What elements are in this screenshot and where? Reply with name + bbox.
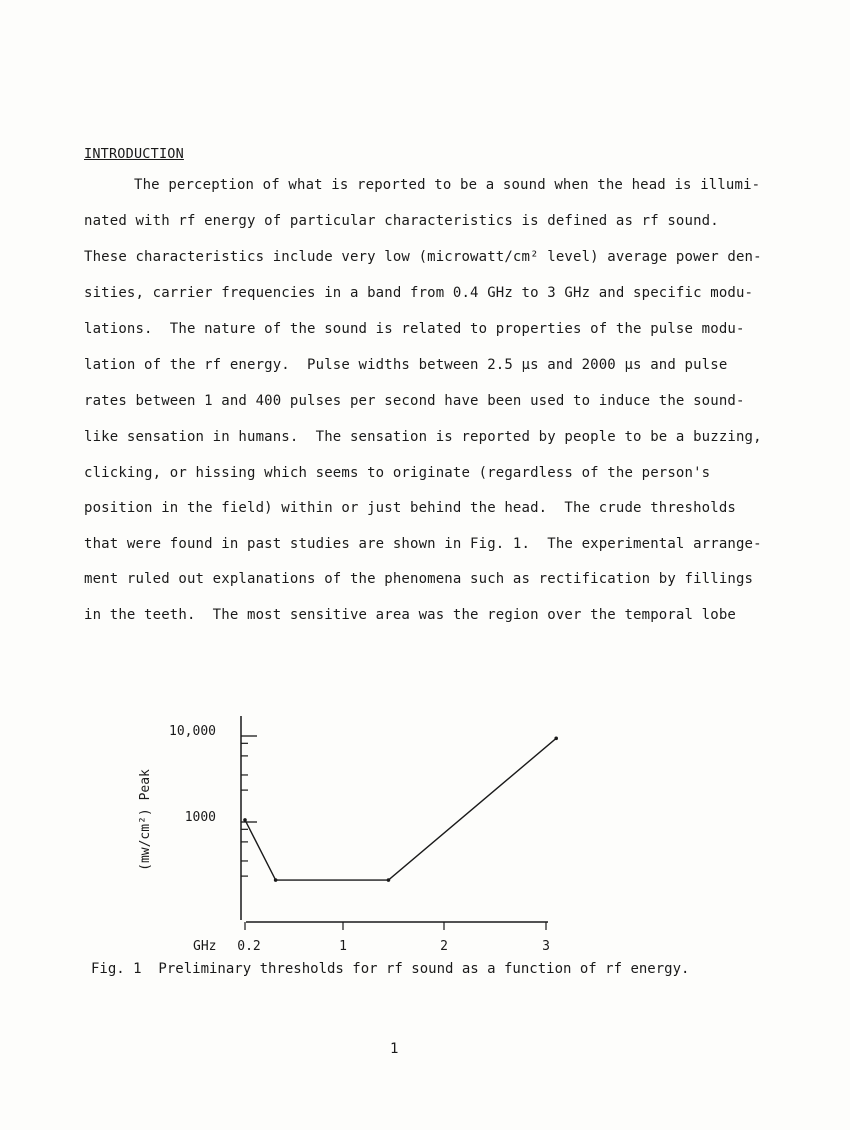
paragraph-line: clicking, or hissing which seems to originate (regardless of the person's	[84, 465, 711, 481]
x-tick-label: 2	[440, 939, 448, 954]
data-point	[243, 818, 247, 822]
x-axis-label: GHz	[193, 939, 217, 954]
paragraph-line: The perception of what is reported to be a sound when the head is illumi-	[134, 177, 761, 193]
section-heading: INTRODUCTION	[84, 146, 184, 162]
figure-caption: Fig. 1 Preliminary thresholds for rf sound as a function of rf energy.	[91, 961, 690, 977]
y-tick-label: 10,000	[169, 724, 216, 739]
x-axis-ticks	[237, 922, 550, 954]
paragraph-line: rates between 1 and 400 pulses per second have been used to induce the sound-	[84, 393, 745, 409]
paragraph-line: in the teeth. The most sensitive area was the region over the temporal lobe	[84, 607, 736, 623]
paragraph-line: ment ruled out explanations of the phenomena such as rectification by fillings	[84, 571, 754, 587]
paragraph-line: position in the field) within or just behind the head. The crude thresholds	[84, 500, 736, 516]
page-number: 1	[390, 1041, 399, 1057]
y-axis-label: (mw/cm²) Peak	[138, 769, 153, 871]
x-tick-label: 0.2	[237, 939, 261, 954]
data-point	[387, 878, 391, 882]
paragraph-line: nated with rf energy of particular characteristics is defined as rf sound.	[84, 213, 719, 229]
threshold-series-points	[243, 737, 558, 882]
x-tick-label: 1	[339, 939, 347, 954]
data-point	[554, 737, 558, 741]
data-point	[274, 878, 278, 882]
paragraph-line: lations. The nature of the sound is related to properties of the pulse modu-	[84, 321, 745, 337]
paragraph-line: like sensation in humans. The sensation is reported by people to be a buzzing,	[84, 429, 762, 445]
y-tick-label: 1000	[184, 810, 216, 825]
threshold-series-line	[245, 738, 556, 880]
y-axis-minor-ticks	[241, 743, 248, 876]
paragraph-line: lation of the rf energy. Pulse widths between 2.5 µs and 2000 µs and pulse	[84, 357, 728, 373]
paragraph-line: that were found in past studies are shown in Fig. 1. The experimental arrange-	[84, 536, 762, 552]
paragraph-line: These characteristics include very low (microwatt/cm² level) average power den-	[84, 249, 762, 265]
x-tick-label: 3	[542, 939, 550, 954]
paragraph-line: sities, carrier frequencies in a band from 0.4 GHz to 3 GHz and specific modu-	[84, 285, 754, 301]
